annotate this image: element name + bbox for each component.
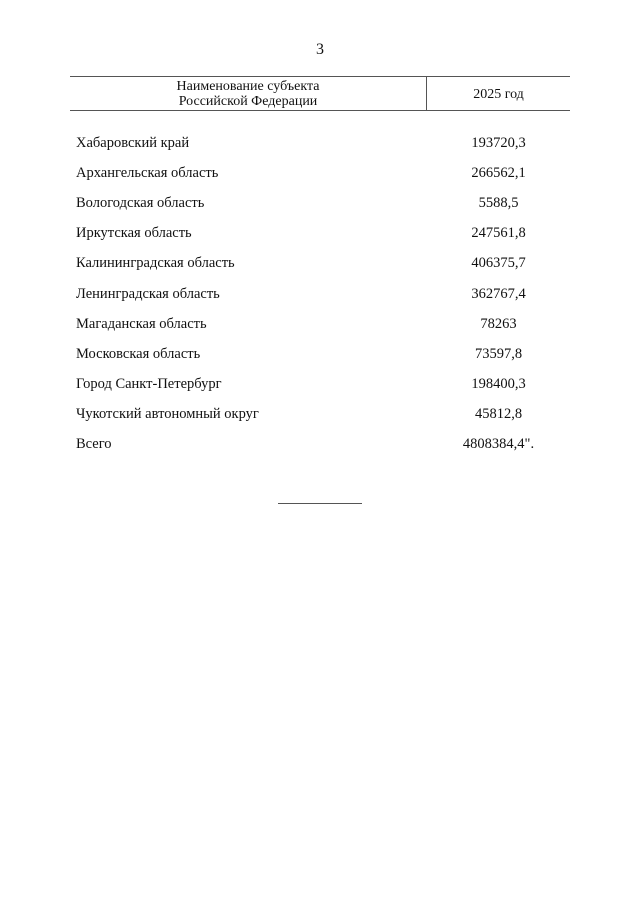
subject-value: 73597,8 xyxy=(474,345,523,362)
subject-name: Калининградская область xyxy=(76,255,235,272)
end-of-document-rule xyxy=(278,503,362,504)
subject-name: Чукотский автономный округ xyxy=(76,406,259,423)
subject-name: Ленинградская область xyxy=(76,285,220,302)
page-number: 3 xyxy=(316,41,324,58)
subject-name: Хабаровский край xyxy=(76,134,190,151)
table-row xyxy=(70,158,570,188)
column-header-subject xyxy=(70,77,427,110)
table-row xyxy=(70,309,570,339)
allocation-table xyxy=(70,76,570,460)
table-row xyxy=(70,219,570,249)
table-header xyxy=(70,76,570,111)
subject-name: Город Санкт-Петербург xyxy=(76,376,222,393)
table-row xyxy=(70,188,570,218)
subject-name: Магаданская область xyxy=(76,315,207,332)
table-row xyxy=(70,128,570,158)
table-row xyxy=(70,279,570,309)
subject-value: 198400,3 xyxy=(471,376,526,393)
table-body xyxy=(70,128,570,460)
subject-name: Архангельская область xyxy=(76,164,219,181)
table-row xyxy=(70,370,570,400)
subject-name: Московская область xyxy=(76,345,201,362)
table-row-total xyxy=(70,430,570,460)
subject-value: 193720,3 xyxy=(471,134,526,151)
subject-value: 266562,1 xyxy=(471,164,526,181)
total-label: Всего xyxy=(76,436,112,453)
column-header-subject-line2: Российской Федерации xyxy=(178,94,318,109)
subject-value: 362767,4 xyxy=(471,285,526,302)
subject-value: 247561,8 xyxy=(471,225,526,242)
total-value: 4808384,4". xyxy=(462,436,535,453)
table-row xyxy=(70,339,570,369)
subject-value: 78263 xyxy=(480,315,517,332)
subject-value: 406375,7 xyxy=(471,255,526,272)
column-header-year: 2025 год xyxy=(473,87,524,102)
column-header-subject-line1: Наименование субъекта xyxy=(176,79,320,94)
table-row xyxy=(70,249,570,279)
subject-name: Иркутская область xyxy=(76,225,192,242)
subject-value: 5588,5 xyxy=(478,194,519,211)
subject-name: Вологодская область xyxy=(76,194,205,211)
subject-value: 45812,8 xyxy=(474,406,523,423)
table-row xyxy=(70,400,570,430)
